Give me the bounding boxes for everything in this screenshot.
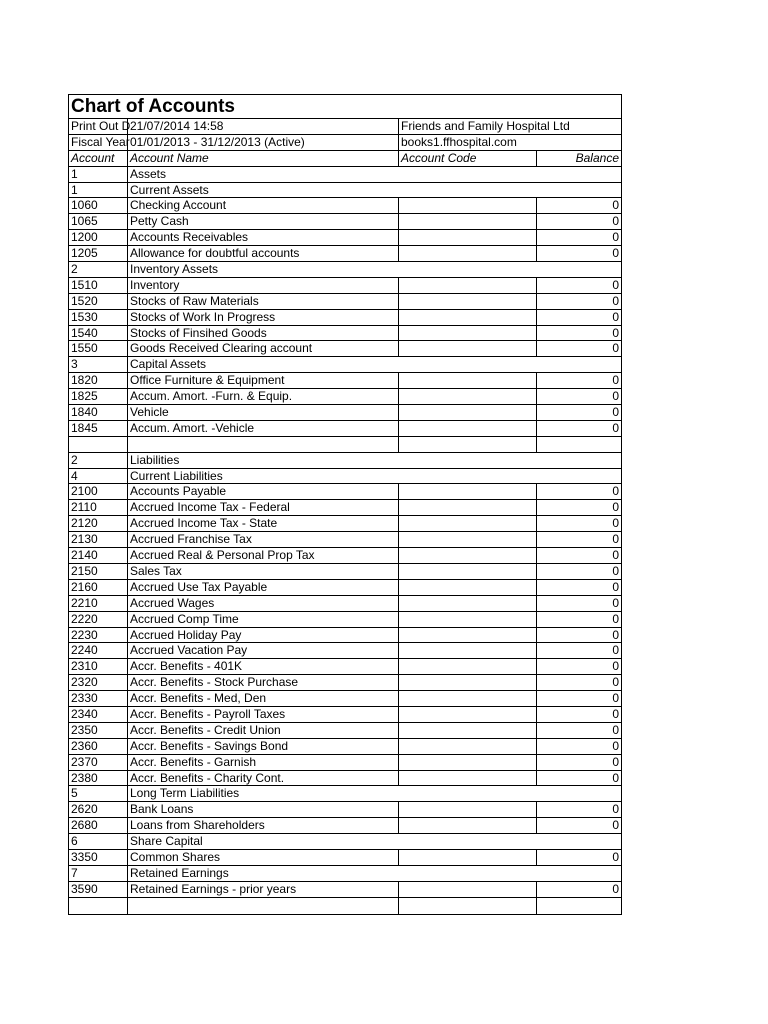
account-code bbox=[399, 898, 537, 914]
account-balance: 0 bbox=[612, 325, 619, 340]
table-row bbox=[69, 516, 621, 532]
account-code bbox=[399, 278, 537, 293]
account-number: 5 bbox=[69, 786, 128, 801]
table-row bbox=[69, 707, 621, 723]
account-code bbox=[399, 389, 537, 404]
table-row bbox=[69, 198, 621, 214]
account-code bbox=[399, 612, 537, 627]
account-name: Accr. Benefits - 401K bbox=[128, 659, 399, 674]
account-code bbox=[399, 548, 537, 563]
account-name: Office Furniture & Equipment bbox=[128, 373, 399, 388]
account-name: Vehicle bbox=[128, 405, 399, 420]
table-row bbox=[69, 294, 621, 310]
account-code bbox=[399, 850, 537, 865]
table-row bbox=[69, 898, 621, 914]
table-row bbox=[69, 771, 621, 787]
account-name: Loans from Shareholders bbox=[128, 818, 399, 833]
account-number bbox=[69, 898, 128, 914]
account-name: Accum. Amort. -Furn. & Equip. bbox=[128, 389, 399, 404]
chart-of-accounts-sheet bbox=[68, 94, 622, 915]
table-row bbox=[69, 850, 621, 866]
account-code bbox=[399, 755, 537, 770]
account-code bbox=[399, 246, 537, 261]
table-row bbox=[69, 532, 621, 548]
account-number: 2120 bbox=[69, 516, 128, 531]
account-code bbox=[399, 707, 537, 722]
company-website: books1.ffhospital.com bbox=[401, 134, 517, 149]
account-code bbox=[399, 214, 537, 229]
table-row bbox=[69, 453, 621, 469]
account-number: 1065 bbox=[69, 214, 128, 229]
account-number: 3 bbox=[69, 357, 128, 372]
account-code bbox=[399, 628, 537, 643]
column-header-row bbox=[69, 151, 621, 167]
account-balance: 0 bbox=[612, 548, 619, 563]
table-row bbox=[69, 580, 621, 596]
table-row bbox=[69, 373, 621, 389]
account-number: 1845 bbox=[69, 421, 128, 436]
account-name: Stocks of Finsihed Goods bbox=[128, 326, 399, 341]
table-row bbox=[69, 596, 621, 612]
account-name: Accounts Receivables bbox=[128, 230, 399, 245]
table-row bbox=[69, 548, 621, 564]
account-code bbox=[399, 294, 537, 309]
account-number: 2100 bbox=[69, 484, 128, 499]
table-row bbox=[69, 484, 621, 500]
account-number bbox=[69, 437, 128, 452]
account-name: Petty Cash bbox=[128, 214, 399, 229]
header-balance: Balance bbox=[575, 150, 619, 165]
account-name: Stocks of Work In Progress bbox=[128, 310, 399, 325]
table-row bbox=[69, 786, 621, 802]
account-name: Retained Earnings - prior years bbox=[128, 882, 399, 897]
account-code bbox=[399, 373, 537, 388]
account-number: 1205 bbox=[69, 246, 128, 261]
account-code bbox=[399, 198, 537, 213]
account-name: Allowance for doubtful accounts bbox=[128, 246, 399, 261]
account-group-name: Liabilities bbox=[130, 452, 180, 467]
account-number: 2220 bbox=[69, 612, 128, 627]
account-code bbox=[399, 405, 537, 420]
account-balance: 0 bbox=[612, 293, 619, 308]
account-balance: 0 bbox=[612, 627, 619, 642]
account-number: 2680 bbox=[69, 818, 128, 833]
account-balance: 0 bbox=[612, 659, 619, 674]
account-balance: 0 bbox=[612, 595, 619, 610]
account-code bbox=[399, 484, 537, 499]
table-row bbox=[69, 278, 621, 294]
account-group-name: Retained Earnings bbox=[130, 865, 229, 880]
account-code bbox=[399, 771, 537, 786]
table-row bbox=[69, 167, 621, 183]
account-number: 2110 bbox=[69, 500, 128, 515]
account-name: Goods Received Clearing account bbox=[128, 341, 399, 356]
table-row bbox=[69, 357, 621, 373]
table-row bbox=[69, 262, 621, 278]
account-balance bbox=[537, 898, 621, 914]
account-number: 2160 bbox=[69, 580, 128, 595]
account-number: 1510 bbox=[69, 278, 128, 293]
account-code bbox=[399, 739, 537, 754]
table-row bbox=[69, 866, 621, 882]
account-balance: 0 bbox=[612, 818, 619, 833]
account-number: 4 bbox=[69, 469, 128, 484]
account-number: 2620 bbox=[69, 802, 128, 817]
account-name: Accrued Holiday Pay bbox=[128, 628, 399, 643]
account-name bbox=[128, 437, 399, 452]
account-balance: 0 bbox=[612, 738, 619, 753]
account-balance: 0 bbox=[612, 214, 619, 229]
account-name: Accr. Benefits - Savings Bond bbox=[128, 739, 399, 754]
account-number: 1550 bbox=[69, 341, 128, 356]
company-name: Friends and Family Hospital Ltd bbox=[401, 119, 570, 133]
account-code bbox=[399, 643, 537, 658]
account-balance: 0 bbox=[612, 643, 619, 658]
account-name: Common Shares bbox=[128, 850, 399, 865]
account-number: 2340 bbox=[69, 707, 128, 722]
account-group-name: Capital Assets bbox=[130, 357, 207, 372]
account-number: 2310 bbox=[69, 659, 128, 674]
account-name: Inventory bbox=[128, 278, 399, 293]
account-number: 2130 bbox=[69, 532, 128, 547]
account-balance: 0 bbox=[612, 389, 619, 404]
table-row bbox=[69, 802, 621, 818]
account-balance: 0 bbox=[612, 484, 619, 499]
account-balance: 0 bbox=[612, 309, 619, 324]
account-code bbox=[399, 675, 537, 690]
account-code bbox=[399, 802, 537, 817]
account-number: 3590 bbox=[69, 882, 128, 897]
table-row bbox=[69, 882, 621, 898]
account-balance: 0 bbox=[612, 611, 619, 626]
table-row bbox=[69, 405, 621, 421]
account-name: Accrued Use Tax Payable bbox=[128, 580, 399, 595]
print-out-row bbox=[69, 119, 621, 135]
fiscal-year-value: 01/01/2013 - 31/12/2013 (Active) bbox=[128, 135, 399, 150]
account-group-name: Current Assets bbox=[130, 182, 209, 197]
account-code bbox=[399, 341, 537, 356]
account-balance: 0 bbox=[612, 579, 619, 594]
account-group-name: Current Liabilities bbox=[130, 468, 223, 483]
account-number: 6 bbox=[69, 834, 128, 849]
account-name: Accrued Income Tax - Federal bbox=[128, 500, 399, 515]
account-name: Accrued Franchise Tax bbox=[128, 532, 399, 547]
account-balance: 0 bbox=[612, 532, 619, 547]
account-number: 1 bbox=[69, 183, 128, 198]
account-balance: 0 bbox=[612, 754, 619, 769]
account-name: Accrued Wages bbox=[128, 596, 399, 611]
account-balance: 0 bbox=[612, 675, 619, 690]
account-name: Accr. Benefits - Garnish bbox=[128, 755, 399, 770]
account-name: Bank Loans bbox=[128, 802, 399, 817]
account-name: Sales Tax bbox=[128, 564, 399, 579]
account-code bbox=[399, 818, 537, 833]
account-name: Accr. Benefits - Payroll Taxes bbox=[128, 707, 399, 722]
table-row bbox=[69, 628, 621, 644]
account-name: Accr. Benefits - Charity Cont. bbox=[128, 771, 399, 786]
account-balance: 0 bbox=[612, 770, 619, 785]
account-code bbox=[399, 230, 537, 245]
account-balance: 0 bbox=[612, 722, 619, 737]
account-name: Accrued Vacation Pay bbox=[128, 643, 399, 658]
account-number: 1 bbox=[69, 167, 128, 182]
account-balance: 0 bbox=[612, 802, 619, 817]
account-balance: 0 bbox=[612, 706, 619, 721]
table-row bbox=[69, 310, 621, 326]
account-number: 2380 bbox=[69, 771, 128, 786]
account-name: Accrued Real & Personal Prop Tax bbox=[128, 548, 399, 563]
account-balance: 0 bbox=[612, 246, 619, 261]
table-row bbox=[69, 691, 621, 707]
account-code bbox=[399, 326, 537, 341]
account-number: 2240 bbox=[69, 643, 128, 658]
account-number: 2140 bbox=[69, 548, 128, 563]
print-out-label: Print Out D bbox=[71, 119, 131, 133]
table-row bbox=[69, 659, 621, 675]
account-number: 2370 bbox=[69, 755, 128, 770]
account-group-name: Assets bbox=[130, 166, 167, 181]
account-name: Stocks of Raw Materials bbox=[128, 294, 399, 309]
account-number: 2 bbox=[69, 262, 128, 277]
account-code bbox=[399, 516, 537, 531]
account-number: 1825 bbox=[69, 389, 128, 404]
account-number: 3350 bbox=[69, 850, 128, 865]
account-number: 1520 bbox=[69, 294, 128, 309]
table-row bbox=[69, 326, 621, 342]
table-row bbox=[69, 818, 621, 834]
account-name: Accr. Benefits - Stock Purchase bbox=[128, 675, 399, 690]
account-code bbox=[399, 421, 537, 436]
title-row bbox=[69, 95, 621, 119]
account-number: 2150 bbox=[69, 564, 128, 579]
account-code bbox=[399, 437, 537, 452]
table-row bbox=[69, 612, 621, 628]
table-row bbox=[69, 421, 621, 437]
account-number: 7 bbox=[69, 866, 128, 881]
account-balance: 0 bbox=[612, 198, 619, 213]
account-group-name: Share Capital bbox=[130, 834, 203, 849]
table-row bbox=[69, 723, 621, 739]
table-row bbox=[69, 469, 621, 485]
fiscal-year-row bbox=[69, 135, 621, 151]
account-number: 2210 bbox=[69, 596, 128, 611]
table-row bbox=[69, 230, 621, 246]
account-number: 1200 bbox=[69, 230, 128, 245]
account-code bbox=[399, 532, 537, 547]
table-row bbox=[69, 739, 621, 755]
print-out-value: 21/07/2014 14:58 bbox=[128, 119, 399, 134]
table-row bbox=[69, 214, 621, 230]
table-row bbox=[69, 341, 621, 357]
account-balance: 0 bbox=[612, 341, 619, 356]
account-name: Accum. Amort. -Vehicle bbox=[128, 421, 399, 436]
account-code bbox=[399, 659, 537, 674]
account-name: Accounts Payable bbox=[128, 484, 399, 499]
header-account-code: Account Code bbox=[399, 151, 537, 166]
account-balance: 0 bbox=[612, 563, 619, 578]
table-row bbox=[69, 437, 621, 453]
account-balance: 0 bbox=[612, 849, 619, 864]
table-row bbox=[69, 500, 621, 516]
account-number: 2230 bbox=[69, 628, 128, 643]
account-balance: 0 bbox=[612, 373, 619, 388]
account-name bbox=[128, 898, 399, 914]
account-number: 2330 bbox=[69, 691, 128, 706]
account-balance: 0 bbox=[612, 420, 619, 435]
account-number: 1840 bbox=[69, 405, 128, 420]
account-balance: 0 bbox=[612, 691, 619, 706]
account-code bbox=[399, 723, 537, 738]
account-group-name: Long Term Liabilities bbox=[130, 786, 240, 801]
account-balance: 0 bbox=[612, 516, 619, 531]
account-code bbox=[399, 310, 537, 325]
account-name: Accr. Benefits - Med, Den bbox=[128, 691, 399, 706]
header-account-name: Account Name bbox=[128, 151, 399, 166]
account-number: 1530 bbox=[69, 310, 128, 325]
table-row bbox=[69, 183, 621, 199]
account-balance: 0 bbox=[612, 405, 619, 420]
table-row bbox=[69, 564, 621, 580]
table-row bbox=[69, 246, 621, 262]
account-code bbox=[399, 882, 537, 897]
account-balance bbox=[537, 437, 621, 452]
table-row bbox=[69, 389, 621, 405]
page-title: Chart of Accounts bbox=[71, 96, 235, 117]
account-code bbox=[399, 596, 537, 611]
account-group-name: Inventory Assets bbox=[130, 262, 219, 277]
accounts-table-body bbox=[69, 167, 621, 914]
account-code bbox=[399, 580, 537, 595]
account-balance: 0 bbox=[612, 881, 619, 896]
account-number: 2 bbox=[69, 453, 128, 468]
account-number: 2350 bbox=[69, 723, 128, 738]
account-code bbox=[399, 500, 537, 515]
account-balance: 0 bbox=[612, 230, 619, 245]
account-code bbox=[399, 564, 537, 579]
account-number: 1820 bbox=[69, 373, 128, 388]
table-row bbox=[69, 643, 621, 659]
account-code bbox=[399, 691, 537, 706]
fiscal-year-label: Fiscal Year bbox=[71, 134, 130, 149]
table-row bbox=[69, 834, 621, 850]
account-balance: 0 bbox=[612, 277, 619, 292]
account-name: Checking Account bbox=[128, 198, 399, 213]
account-number: 1060 bbox=[69, 198, 128, 213]
account-name: Accrued Income Tax - State bbox=[128, 516, 399, 531]
account-name: Accr. Benefits - Credit Union bbox=[128, 723, 399, 738]
account-balance: 0 bbox=[612, 500, 619, 515]
account-number: 2320 bbox=[69, 675, 128, 690]
account-number: 2360 bbox=[69, 739, 128, 754]
table-row bbox=[69, 755, 621, 771]
account-number: 1540 bbox=[69, 326, 128, 341]
table-row bbox=[69, 675, 621, 691]
header-account: Account bbox=[69, 151, 128, 166]
account-name: Accrued Comp Time bbox=[128, 612, 399, 627]
